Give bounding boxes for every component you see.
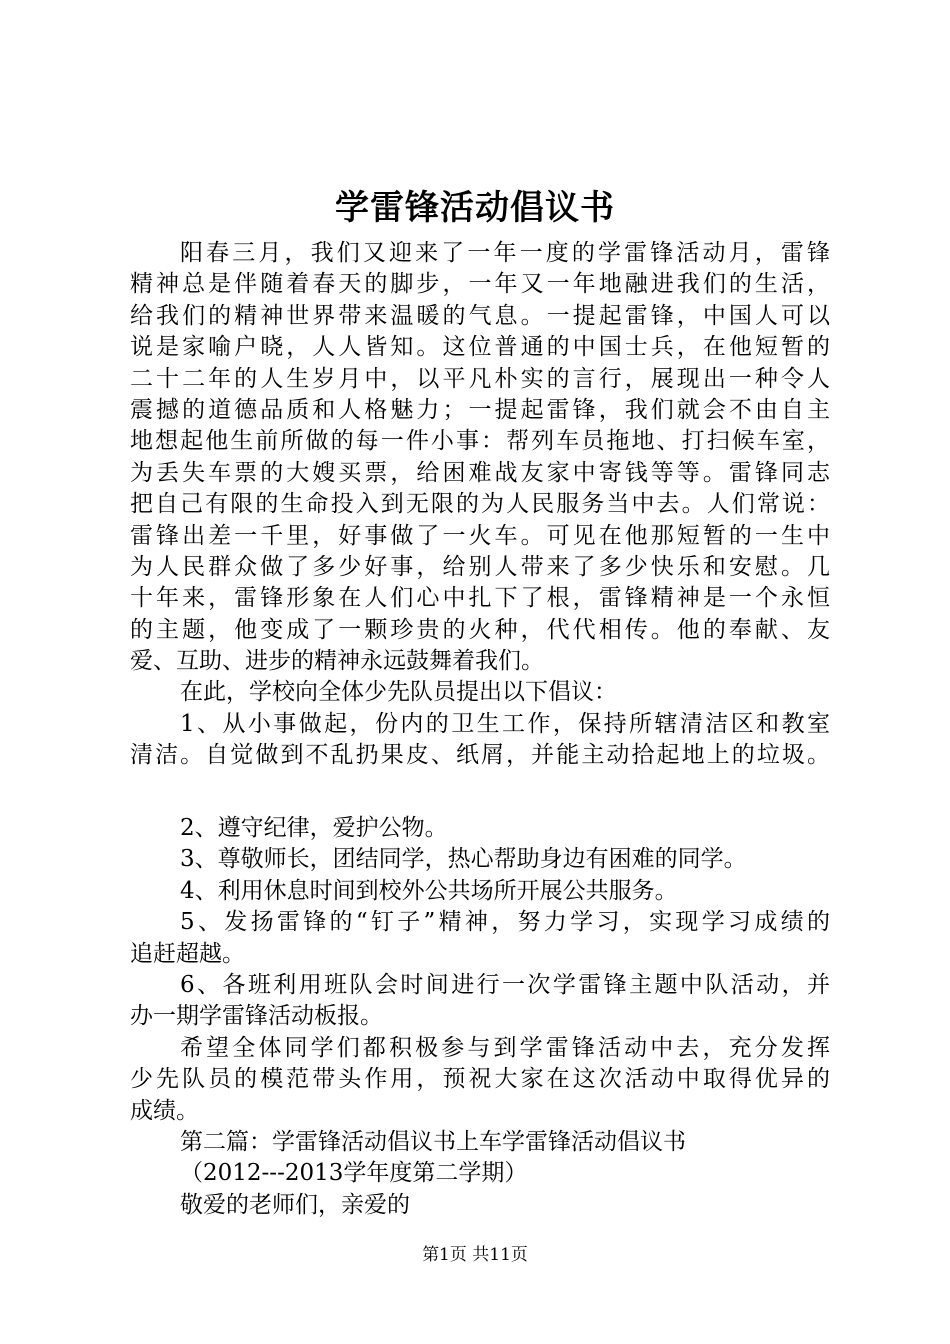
proposal-item-3: 3、尊敬师长，团结同学，热心帮助身边有困难的同学。 — [180, 846, 747, 873]
closing-line: 少先队员的模范带头作用，预祝大家在这次活动中取得优异的 — [130, 1066, 830, 1093]
paragraph-line: 地想起他生前所做的每一件小事：帮列车员拖地、打扫候车室， — [130, 428, 830, 455]
paragraph-line: 精神总是伴随着春天的脚步，一年又一年地融进我们的生活， — [130, 271, 830, 298]
paragraph-line: 的主题，他变成了一颗珍贵的火种，代代相传。他的奉献、友 — [130, 616, 830, 643]
blank-line — [130, 772, 830, 803]
section-subheading: （2012---2013学年度第二学期） — [180, 1160, 528, 1187]
proposal-item-5: 5、发扬雷锋的“钉子”精神，努力学习，实现学习成绩的 — [180, 909, 830, 936]
proposal-item-4: 4、利用休息时间到校外公共场所开展公共服务。 — [180, 877, 678, 904]
spacer — [130, 803, 830, 813]
page-footer: 第1页 共11页 — [422, 1245, 528, 1265]
proposal-item-1: 1、从小事做起，份内的卫生工作，保持所辖清洁区和教室 — [180, 710, 830, 737]
proposal-item-1-cont: 清洁。自觉做到不乱扔果皮、纸屑，并能主动拾起地上的垃圾。 — [130, 742, 830, 769]
closing-line: 成绩。 — [130, 1097, 199, 1124]
paragraph-line: 给我们的精神世界带来温暖的气息。一提起雷锋，中国人可以 — [130, 302, 830, 329]
proposal-item-6: 6、各班利用班队会时间进行一次学雷锋主题中队活动，并 — [180, 971, 830, 998]
paragraph-line: 二十二年的人生岁月中，以平凡朴实的言行，展现出一种令人 — [130, 365, 830, 392]
proposal-item-6-cont: 办一期学雷锋活动板报。 — [130, 1003, 383, 1030]
paragraph-line: 十年来，雷锋形象在人们心中扎下了根，雷锋精神是一个永恒 — [130, 585, 830, 612]
paragraph-line: 在此，学校向全体少先队员提出以下倡议： — [180, 679, 617, 706]
proposal-item-2: 2、遵守纪律，爱护公物。 — [180, 815, 448, 842]
paragraph-line: 爱、互助、进步的精神永远鼓舞着我们。 — [130, 648, 544, 675]
salutation-line: 敬爱的老师们，亲爱的 — [180, 1191, 410, 1218]
closing-line: 希望全体同学们都积极参与到学雷锋活动中去，充分发挥 — [180, 1034, 830, 1061]
paragraph-line: 为人民群众做了多少好事，给别人带来了多少快乐和安慰。几 — [130, 553, 830, 580]
document-title: 学雷锋活动倡议书 — [335, 188, 615, 228]
paragraph-line: 雷锋出差一千里，好事做了一火车。可见在他那短暂的一生中 — [130, 522, 830, 549]
paragraph-line: 把自己有限的生命投入到无限的为人民服务当中去。人们常说： — [130, 491, 830, 518]
paragraph-line: 为丢失车票的大嫂买票，给困难战友家中寄钱等等。雷锋同志 — [130, 459, 830, 486]
section-heading: 第二篇：学雷锋活动倡议书上车学雷锋活动倡议书 — [180, 1128, 686, 1155]
document-body — [130, 238, 830, 1221]
paragraph-line: 阳春三月，我们又迎来了一年一度的学雷锋活动月，雷锋 — [180, 240, 830, 266]
paragraph-line: 震撼的道德品质和人格魅力；一提起雷锋，我们就会不由自主 — [130, 396, 830, 423]
proposal-item-5-cont: 追赶超越。 — [130, 940, 245, 967]
paragraph-line: 说是家喻户晓，人人皆知。这位普通的中国士兵，在他短暂的 — [130, 334, 830, 361]
